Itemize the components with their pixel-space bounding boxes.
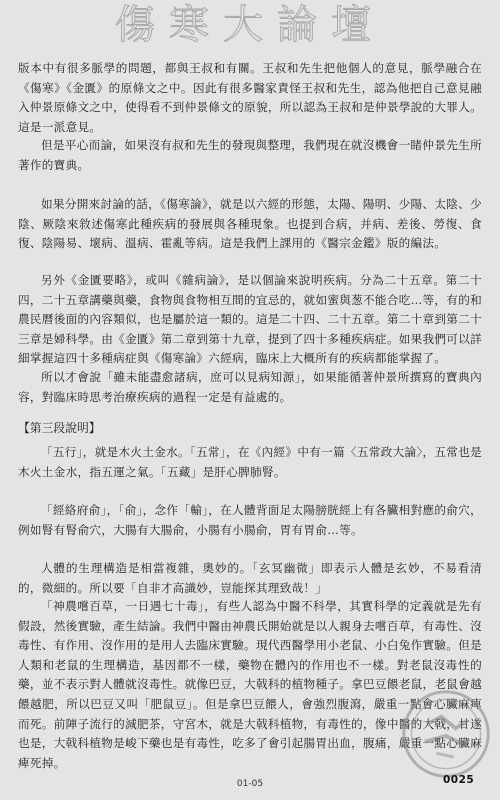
page-number: 01-05	[236, 779, 264, 789]
paragraph-3: 如果分開來討論的話，《傷寒論》，就是以六經的形態，太陽、陽明、少陽、太陰、少陰、厥陰來敘述傷寒此種疾病的發展與各種現象。也提到合病，并病、差後、勞復、食復、陰陽易、壞病、溫病、霍亂等病。這是我們上課用的《醫宗金鑑》版的編法。	[18, 197, 482, 251]
page-code: 0025	[443, 774, 475, 786]
page-title: 傷寒大論壇	[115, 2, 385, 48]
paragraph-1: 版本中有很多脈學的問題，都與王叔和有關。王叔和先生把他個人的意見，脈學融合在《傷寒》《金匱》的原條文之中。因此有很多醫家責怪王叔和先生，認為他把自己意見融入仲景原條文之中，使得看不到仲景條文的原貌，所以認為王叔和是仲景學說的大罪人。這是一派意見。	[18, 61, 482, 134]
paragraph-2: 但是平心而論，如果沒有叔和先生的發現與整理，我們現在就沒機會一睹仲景先生所著作的寶典。	[18, 138, 482, 172]
paragraph-7: 「經絡府俞」，「俞」，念作「輸」，在人體背面足太陽膀胱經上有各臟相對應的俞穴，例如腎有腎俞穴，大腸有大腸俞，小腸有小腸俞，胃有胃俞…等。	[18, 503, 482, 537]
paragraph-4: 另外《金匱要略》，或叫《雜病論》，是以個論來說明疾病。分為二十五章。第二十四，二十五章講藥與藥，食物與食物相互間的宜忌的，就如蜜與葱不能合吃…等，有的和農民曆後面的內容類似，也是屬於這一類的。這是二十四、二十五章。第二十章到第二十三章是婦科學。由《金匱》第二章到第十九章，提到了四十多種疾病症。如果我們可以詳細掌握這四十多種病症與《傷寒論》六經病，臨床上大概所有的疾病都能掌握了。	[18, 273, 482, 366]
paragraph-9: 「神農嚐百草，一日遇七十毒」，有些人認為中醫不科學，其實科學的定義就是先有假設，然後實驗，產生結論。我們中醫由神農氏開始就是以人親身去嚐百草，有毒性、沒毒性、有作用、沒作用的是用人去臨床實驗。現代西醫學用小老鼠、小白兔作實驗。但是人類和老鼠的生理構造，基因都不一樣，藥物在體內的作用也不一樣。對老鼠沒毒性的藥，並不表示對人體就沒毒性。就像巴豆，大戟科的植物種子。拿巴豆餵老鼠，老鼠會越餵越肥，所以巴豆又叫「肥鼠豆」。但是拿巴豆餵人，會強烈腹瀉，嚴重一點會心臟麻痺而死。前陣子流行的減肥茶，守宮木，就是大戟科植物，有毒性的，像中醫的大戟，甘遂也是，大戟科植物是峻下藥也是有毒性，吃多了會引起腸胃出血，腹痛，嚴重一點心臟麻痺死掉。	[18, 599, 482, 770]
paragraph-5: 所以才會說「雖未能盡愈諸病，庶可以見病知源」，如果能循著仲景所撰寫的寶典內容，對臨床時思考治療疾病的過程一定是有益處的。	[18, 370, 482, 404]
section-heading: 【第三段說明】	[18, 421, 101, 435]
circular-seal-icon	[398, 686, 494, 782]
paragraph-8: 人體的生理構造是相當複雜，奧妙的。「玄冥幽微」即表示人體是玄妙，不易看清的，微細的。所以要「自非才高識妙，豈能探其理致哉！」	[18, 561, 482, 595]
paragraph-6: 「五行」，就是木火土金水。「五常」，在《內經》中有一篇〈五常政大論〉，五常也是木火土金水，指五運之氣。「五藏」是肝心脾肺腎。	[18, 445, 482, 479]
